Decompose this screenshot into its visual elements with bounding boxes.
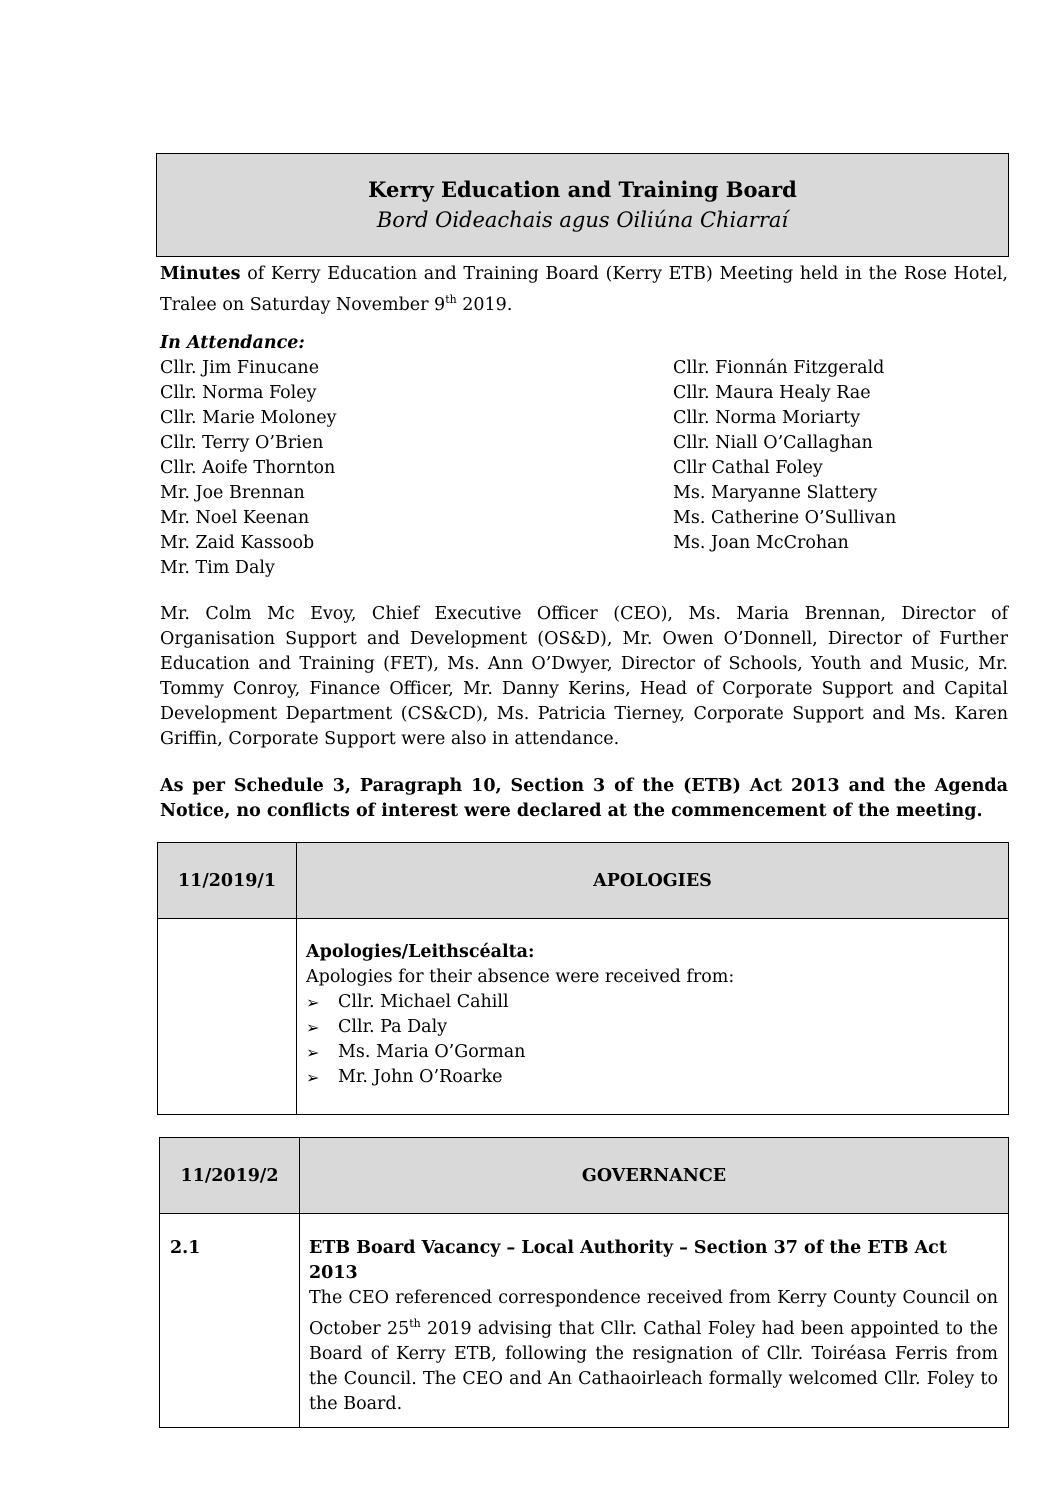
minutes-intro [160,262,1008,318]
attendee-name: Cllr. Aoife Thornton [160,458,336,478]
apology-item [306,1040,1008,1065]
governance-item-sup: th [409,1317,421,1330]
attendee-name: Ms. Joan McCrohan [673,533,849,553]
attendee-name: Cllr. Marie Moloney [160,408,337,428]
attendee-name: Cllr Cathal Foley [673,458,823,478]
apologies-table [157,842,1009,1115]
minutes-intro-sup: th [445,293,457,306]
governance-item-text [309,1286,998,1417]
attendee-name: Cllr. Maura Healy Rae [673,383,871,403]
minutes-intro-text: of Kerry Education and Training Board (Kerry ETB) Meeting held in the Rose Hotel, Tralee on Saturday November 9 [160,264,1008,315]
governance-item-text-1: The CEO referenced correspondence received from Kerry County Council on October 25 [309,1288,998,1339]
attendee-name: Ms. Catherine O’Sullivan [673,508,897,528]
attendee-name: Cllr. Jim Finucane [160,358,320,378]
item-number [160,1214,300,1428]
apology-name: Ms. Maria O’Gorman [338,1042,526,1062]
attendee-name: Mr. Zaid Kassoob [160,533,315,553]
apology-name: Cllr. Michael Cahill [338,992,509,1012]
apology-item [306,1015,1008,1040]
attendee-name: Cllr. Fionnán Fitzgerald [673,358,885,378]
minutes-intro-tail: 2019. [456,294,513,315]
apology-name: Cllr. Pa Daly [338,1017,448,1037]
attendee-name: Mr. Joe Brennan [160,483,305,503]
attendee-name: Ms. Maryanne Slattery [673,483,878,503]
governance-item-body [300,1214,1009,1428]
section-ref-empty [158,919,297,1115]
board-title-english: Kerry Education and Training Board [368,177,797,202]
section-heading: APOLOGIES [297,843,1009,919]
staff-in-attendance: Mr. Colm Mc Evoy, Chief Executive Officer (CEO), Ms. Maria Brennan, Director of Organisation Support and Development (OS&D), Mr. Owen O’Donnell, Director of Further Education and Training (FET), Ms. Ann O’Dwyer, Director of Schools, Youth and Music, Mr. Tommy Conroy, Finance Officer, Mr. Danny Kerins, Head of Corporate Support and Capital Development Department (CS&CD), Ms. Patricia Tierney, Corporate Support and Ms. Karen Griffin, Corporate Support were also in attendance. [160,604,1008,749]
attendees-left-column [160,356,337,581]
attendee-name: Mr. Noel Keenan [160,508,310,528]
section-ref: 11/2019/2 [160,1138,300,1214]
apologies-body [297,919,1009,1115]
attendee-name: Cllr. Terry O’Brien [160,433,324,453]
board-title-irish: Bord Oideachais agus Oiliúna Chiarraí [376,208,789,232]
attendee-name: Mr. Tim Daly [160,558,275,578]
attendance-heading: In Attendance: [160,333,305,353]
apologies-intro: Apologies for their absence were received from: [306,967,735,987]
apologies-list [306,990,1008,1090]
conflicts-statement: As per Schedule 3, Paragraph 10, Section 3 of the (ETB) Act 2013 and the Agenda Notice, no conflicts of interest were declared at the commencement of the meeting. [160,776,1008,821]
governance-item-title: ETB Board Vacancy – Local Authority – Section 37 of the ETB Act 2013 [309,1238,947,1283]
minutes-lead: Minutes [160,264,241,284]
arrow-bullet-icon: ➢ [306,993,320,1012]
apologies-subheading: Apologies/Leithscéalta: [306,942,535,962]
apology-item [306,990,1008,1015]
attendee-name: Cllr. Norma Moriarty [673,408,861,428]
apology-item [306,1065,1008,1090]
section-ref: 11/2019/1 [158,843,297,919]
item-number-text: 2.1 [170,1238,201,1258]
arrow-bullet-icon: ➢ [306,1018,320,1037]
section-heading: GOVERNANCE [300,1138,1009,1214]
attendee-name: Cllr. Norma Foley [160,383,317,403]
arrow-bullet-icon: ➢ [306,1068,320,1087]
governance-table [159,1137,1009,1428]
governance-item-text-2: 2019 advising that Cllr. Cathal Foley had been appointed to the Board of Kerry ETB, following the resignation of Cllr. Toiréasa Ferris from the Council. The CEO and An Cathaoirleach formally welcomed Cllr. Foley to the Board. [309,1318,998,1414]
document-header [156,153,1009,257]
apology-name: Mr. John O’Roarke [338,1067,503,1087]
attendees-right-column [673,356,896,556]
arrow-bullet-icon: ➢ [306,1043,320,1062]
attendee-name: Cllr. Niall O’Callaghan [673,433,873,453]
